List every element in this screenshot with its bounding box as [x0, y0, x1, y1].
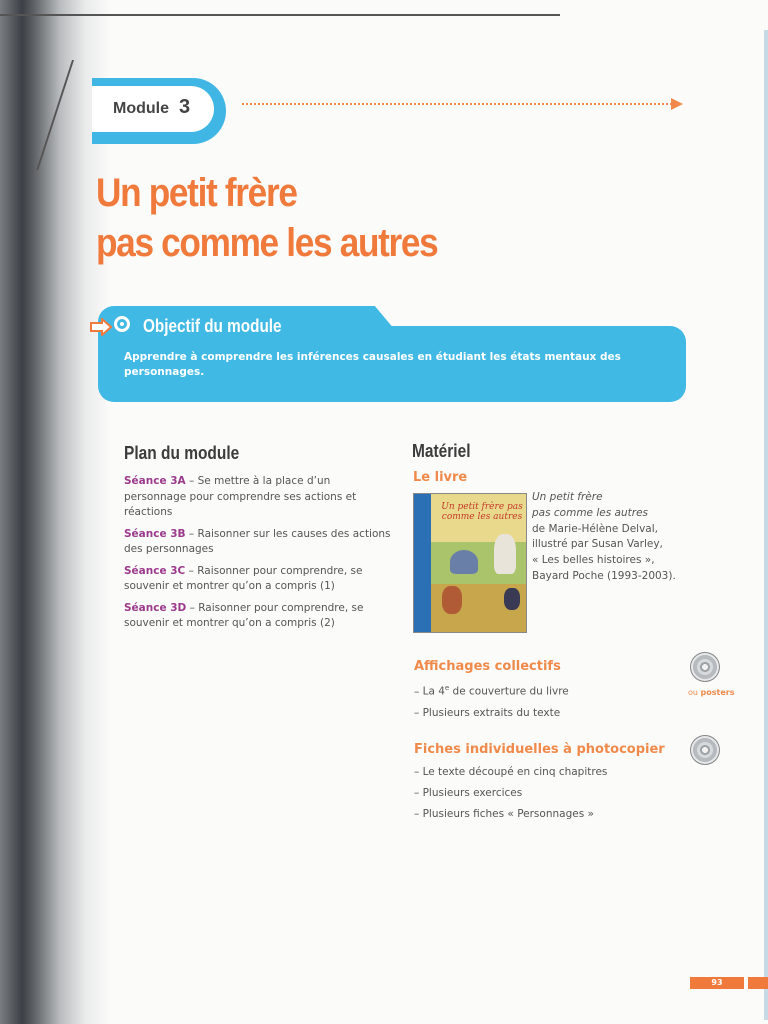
session-text: Raisonner pour comprendre, se souvenir et montrer qu’on a compris (1)	[124, 564, 363, 592]
page-number: 93	[711, 978, 723, 987]
book-title-2: pas comme les autres	[532, 506, 648, 519]
fiches-list	[414, 762, 607, 825]
list-item: – Le texte découpé en cinq chapitres	[414, 762, 607, 783]
plan-list	[124, 474, 394, 638]
book-cover-image	[413, 493, 527, 633]
module-label	[113, 96, 190, 119]
page-number-bar-end	[748, 977, 768, 989]
book-publisher: Bayard Poche (1993-2003).	[532, 569, 676, 582]
session-label: Séance 3D	[124, 601, 187, 614]
session-text: Raisonner sur les causes des actions des personnages	[124, 527, 391, 555]
cd-icon	[690, 735, 720, 765]
cover-figure	[442, 586, 462, 614]
objective-text: Apprendre à comprendre les inférences causales en étudiant les états mentaux des personnages.	[124, 351, 621, 378]
top-rule	[0, 14, 560, 16]
module-number: 3	[179, 96, 191, 118]
item-sup: e	[444, 684, 450, 692]
posters-alt	[688, 688, 734, 697]
alt-prefix: ou	[688, 688, 701, 697]
cover-title: Un petit frère pas comme les autres	[441, 502, 523, 522]
plan-item: Séance 3B – Raisonner sur les causes des actions des personnages	[124, 527, 391, 555]
title-line-1: Un petit frère	[96, 171, 297, 215]
session-text: Se mettre à la place d’un personnage pour comprendre ses actions et réactions	[124, 475, 357, 518]
list-item: – Plusieurs exercices	[414, 783, 607, 804]
page-title	[96, 168, 437, 268]
list-item: – Plusieurs extraits du texte	[414, 703, 569, 724]
book-author: de Marie-Hélène Delval,	[532, 522, 658, 535]
plan-item: Séance 3D – Raisonner pour comprendre, se souvenir et montrer qu’on a compris (2)	[124, 601, 364, 629]
plan-heading: Plan du module	[124, 443, 240, 463]
materiel-heading: Matériel	[412, 441, 471, 461]
plan-item: Séance 3A – Se mettre à la place d’un personnage pour comprendre ses actions et réactions	[124, 475, 357, 518]
cd-icon	[690, 652, 720, 682]
affichages-list	[414, 678, 569, 724]
dotted-line	[242, 103, 672, 105]
cover-figure	[504, 588, 520, 610]
session-label: Séance 3B	[124, 527, 186, 540]
fiches-heading: Fiches individuelles à photocopier	[414, 742, 665, 757]
list-item	[414, 678, 569, 703]
session-text: Raisonner pour comprendre, se souvenir et montrer qu’on a compris (2)	[124, 601, 364, 629]
plan-item: Séance 3C – Raisonner pour comprendre, se souvenir et montrer qu’on a compris (1)	[124, 564, 363, 592]
arrow-head-icon	[671, 98, 683, 110]
page-edge	[764, 30, 768, 1020]
objective-heading: Objectif du module	[143, 316, 282, 336]
cover-spine	[414, 494, 431, 632]
session-label: Séance 3A	[124, 475, 186, 487]
item-text: La 4	[422, 685, 445, 698]
title-line-2: pas comme les autres	[96, 221, 438, 265]
book-section-heading: Le livre	[413, 470, 468, 485]
affichages-heading: Affichages collectifs	[414, 659, 561, 674]
book-spine-shadow	[0, 0, 110, 1024]
cover-figure	[494, 534, 516, 574]
module-word: Module	[113, 100, 169, 117]
item-text-rest: de couverture du livre	[449, 685, 569, 698]
cover-figure	[450, 550, 478, 574]
book-collection: « Les belles histoires »,	[532, 554, 655, 567]
arrow-icon	[90, 318, 112, 336]
target-icon	[114, 316, 130, 332]
book-title-1: Un petit frère	[532, 491, 603, 503]
alt-word: posters	[700, 688, 735, 697]
list-item: – Plusieurs fiches « Personnages »	[414, 804, 607, 825]
session-label: Séance 3C	[124, 564, 186, 577]
book-info	[532, 490, 702, 585]
book-illustrator: illustré par Susan Varley,	[532, 538, 663, 551]
